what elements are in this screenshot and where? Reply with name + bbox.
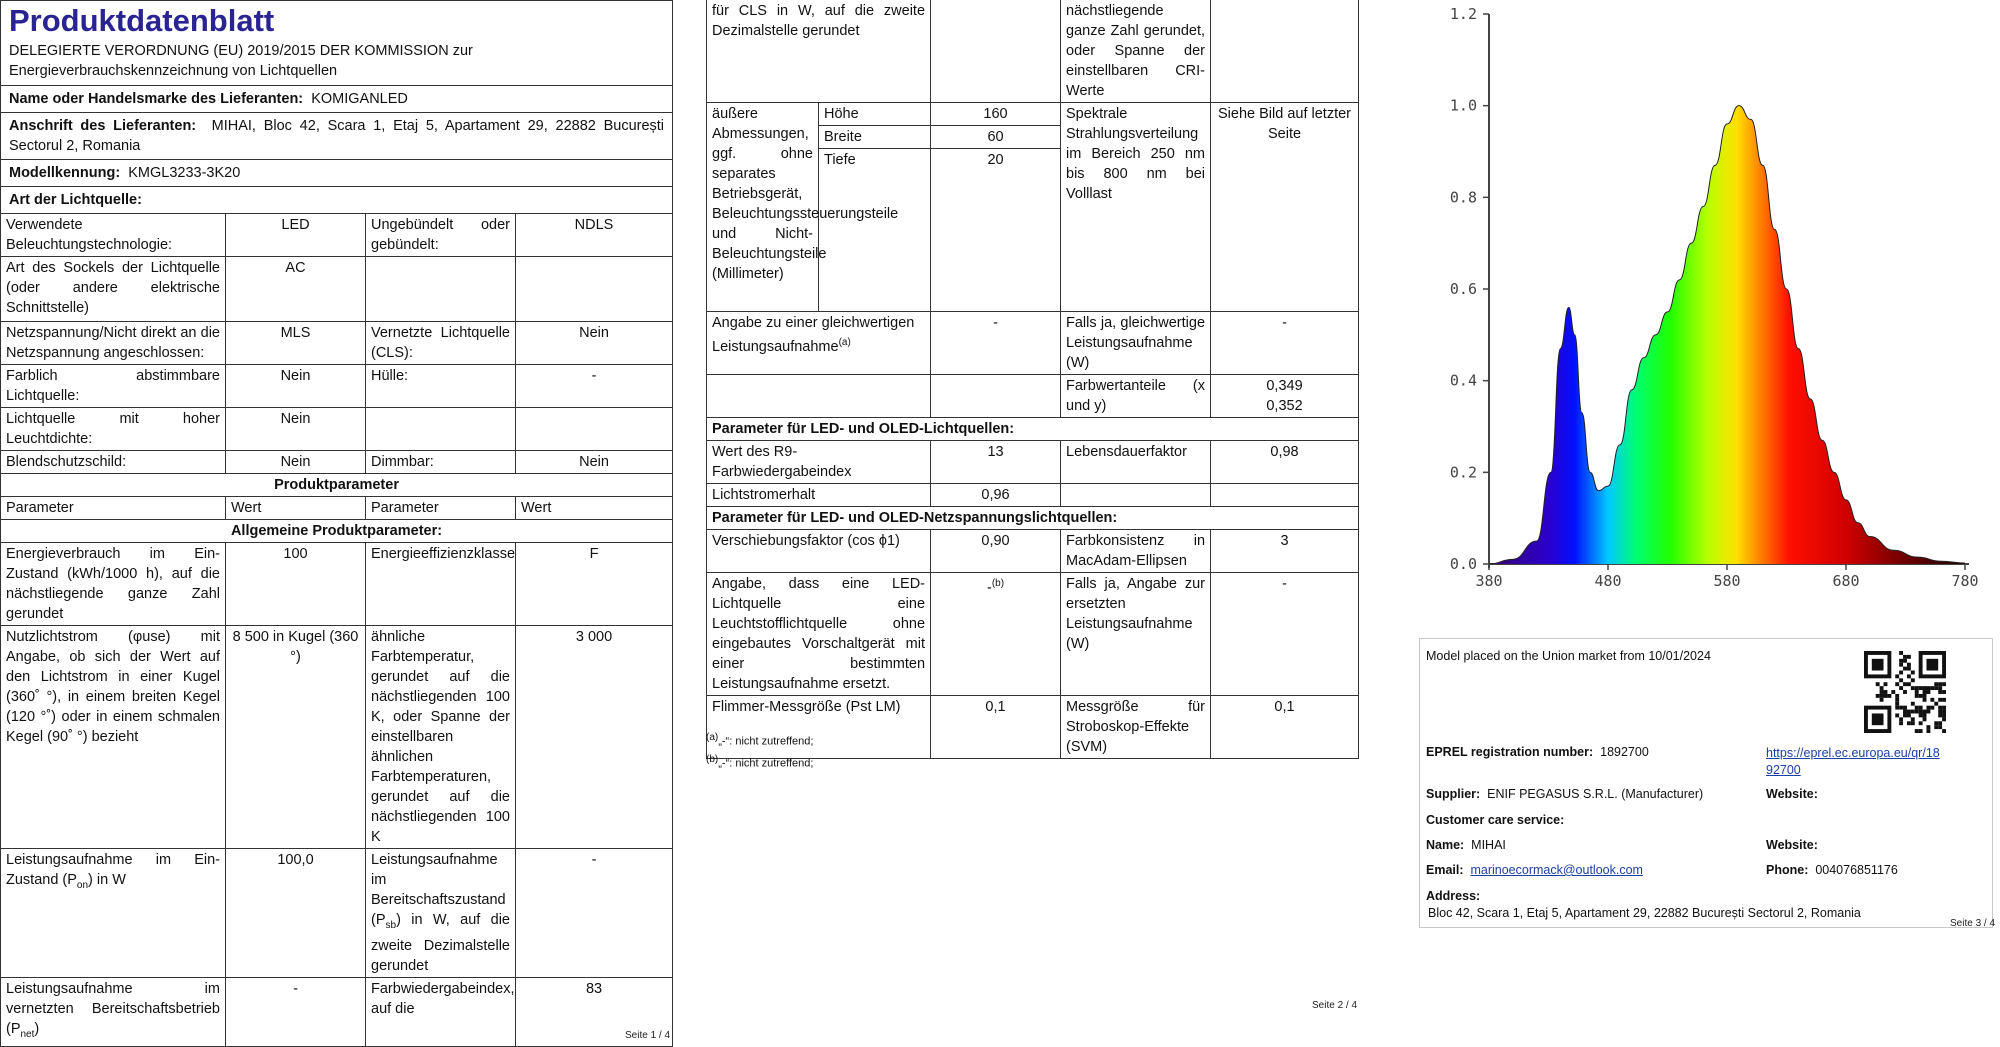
- consistency-label: Farbkonsistenz in MacAdam-Ellipsen: [1061, 530, 1211, 573]
- depth-value: 20: [931, 149, 1061, 312]
- high-luminance-value: Nein: [226, 408, 366, 451]
- spectral-distribution-chart: [1385, 0, 2000, 620]
- datasheet-page-2: [706, 0, 1364, 1027]
- glare-label: Blendschutzschild:: [1, 451, 226, 474]
- y-tick-label: 0.2: [1449, 463, 1477, 482]
- address-label: Address:: [1426, 889, 1481, 903]
- high-luminance-label: Lichtquelle mit hoher Leuchtdichte:: [1, 408, 226, 451]
- spd-value: Siehe Bild auf letzter Seite: [1211, 103, 1359, 312]
- general-params-heading: Allgemeine Produktparameter:: [230, 523, 443, 539]
- led-params-heading: Parameter für LED- und OLED-Lichtquellen:: [712, 421, 1015, 437]
- pnet-label: Leistungsaufnahme im vernetzten Bereitschaftsbetrieb $(P_{net})$: [1, 977, 226, 1046]
- spectrum-area: [1489, 106, 1965, 564]
- energy-label: Energieverbrauch im Ein-Zustand (kWh/1000 h), auf die nächstliegende ganze Zahl gerundet: [1, 543, 226, 626]
- pon-value: 100,0: [226, 849, 366, 978]
- y-tick-labels: [1450, 5, 1489, 573]
- model-value: KMGL3233-3K20: [128, 165, 241, 181]
- y-tick-label: 0.0: [1449, 555, 1477, 573]
- maintenance-label: Lichtstromerhalt: [707, 484, 931, 507]
- cct-value: 3 000: [516, 626, 673, 849]
- focus-label: Ungebündelt oder gebündelt:: [366, 214, 516, 257]
- equiv-w-value: -: [1211, 312, 1359, 375]
- energy-value: 100: [226, 543, 366, 626]
- pon-label: Leistungsaufnahme im Ein-Zustand $(P_{on})$ in W: [1, 849, 226, 978]
- color-tunable-value: Nein: [226, 365, 366, 408]
- care-name: Name: MIHAI: [1426, 838, 1506, 852]
- regulation-text: DELEGIERTE VERORDNUNG (EU) 2019/2015 DER KOMMISSION zur Energieverbrauchskennzeichnung von Lichtquellen: [9, 43, 473, 79]
- cct-label: ähnliche Farbtemperatur, gerundet auf die nächstliegenden 100 K, oder Spanne der einstellbaren ähnlichen Farbtemperaturen, gerundet auf die nächstliegenden 100 K: [366, 626, 516, 849]
- light-source-type-heading: Art der Lichtquelle:: [9, 192, 142, 208]
- x-tick-label: 380: [1475, 572, 1503, 590]
- dpf-label: Verschiebungsfaktor (cos ϕ1): [707, 530, 931, 573]
- customer-care-label: Customer care service:: [1426, 813, 1565, 827]
- cont-left-text: für CLS in W, auf die zweite Dezimalstelle gerundet: [707, 0, 931, 103]
- col-param-2: Parameter: [366, 497, 516, 520]
- y-tick-label: 0.4: [1449, 371, 1477, 390]
- focus-value: NDLS: [516, 214, 673, 257]
- survival-value: 0,98: [1211, 441, 1359, 484]
- mains-label: Netzspannung/Nicht direkt an die Netzspannung angeschlossen:: [1, 322, 226, 365]
- supplier: Supplier: ENIF PEGASUS S.R.L. (Manufacturer): [1426, 787, 1704, 801]
- depth-label: Tiefe: [819, 149, 931, 312]
- page-number-3: Seite 3 / 4: [1950, 918, 1996, 929]
- x-tick-label: 580: [1713, 572, 1741, 590]
- chromaticity-label: Farbwertanteile (x und y): [1061, 375, 1211, 418]
- dpf-value: 0,90: [931, 530, 1061, 573]
- website-label: Website:: [1766, 787, 1818, 801]
- ee-class-label: Energieeffizienzklasse: [366, 543, 516, 626]
- cont-right-text: nächstliegende ganze Zahl gerundet, oder Spanne der einstellbaren CRI-Werte: [1061, 0, 1211, 103]
- svm-label: Messgröße für Stroboskop-Effekte (SVM): [1061, 696, 1211, 759]
- x-tick-label: 680: [1832, 572, 1860, 590]
- supplier-address-value: MIHAI, Bloc 42, Scara 1, Etaj 5, Apartament 29, 22882 București Sectorul 2, Romania: [9, 118, 665, 154]
- address-value: Bloc 42, Scara 1, Etaj 5, Apartament 29, 22882 București Sectorul 2, Romania: [1428, 906, 1861, 920]
- eprel-link[interactable]: https://eprel.ec.europa.eu/qr/18 92700: [1766, 746, 1940, 777]
- qr-code-icon[interactable]: [1864, 651, 1946, 733]
- replace-label: Angabe, dass eine LED-Lichtquelle eine Leuchtstofflichtquelle ohne eingebautes Vorschaltgerät mit einer bestimmten Leistungsaufnahme ersetzt.: [707, 573, 931, 696]
- y-tick-label: 1.2: [1449, 5, 1477, 23]
- height-value: 160: [931, 103, 1061, 126]
- pnet-value: -: [226, 977, 366, 1046]
- r9-label: Wert des R9-Farbwiedergabeindex: [707, 441, 931, 484]
- psb-label: Leistungsaufnahme im Bereitschaftszustand $(P_{sb})$ in W, auf die zweite Dezimalstelle gerundet: [366, 849, 516, 978]
- placed-on-market: Model placed on the Union market from 10/01/2024: [1426, 649, 1711, 663]
- y-tick-label: 0.6: [1449, 280, 1477, 298]
- flux-value: 8 500 in Kugel (360 °): [226, 626, 366, 849]
- supplier-address-label: Anschrift des Lieferanten:: [9, 118, 197, 134]
- dimensions-label: äußere Abmessungen, ggf. ohne separates Betriebsgerät, Beleuchtungssteuerungsteile und Nicht-Beleuchtungsteile (Millimeter): [707, 103, 819, 312]
- envelope-value: -: [516, 365, 673, 408]
- envelope-label: Hülle:: [366, 365, 516, 408]
- width-label: Breite: [819, 126, 931, 149]
- r9-value: 13: [931, 441, 1061, 484]
- mains-value: MLS: [226, 322, 366, 365]
- cri-value: 83: [516, 977, 673, 1046]
- glare-value: Nein: [226, 451, 366, 474]
- eprel-registration: EPREL registration number: 1892700: [1426, 745, 1649, 759]
- maintenance-value: 0,96: [931, 484, 1061, 507]
- page-title: Produktdatenblatt: [9, 3, 275, 38]
- supplier-name-label: Name oder Handelsmarke des Lieferanten:: [9, 91, 304, 107]
- footnote-a: $^{(a)}$„-“: nicht zutreffend;: [706, 732, 814, 748]
- y-tick-label: 0.8: [1449, 188, 1477, 207]
- equiv-label: Angabe zu einer gleichwertigen Leistungsaufnahme$^{(a)}$: [707, 312, 931, 375]
- col-value-1: Wert: [226, 497, 366, 520]
- replace-w-value: -: [1211, 573, 1359, 696]
- cls-label: Vernetzte Lichtquelle (CLS):: [366, 322, 516, 365]
- dimmable-label: Dimmbar:: [366, 451, 516, 474]
- replace-value: -$^{(b)}$: [931, 573, 1061, 696]
- tech-value: LED: [226, 214, 366, 257]
- datasheet-page-1: [0, 0, 675, 1041]
- equiv-w-label: Falls ja, gleichwertige Leistungsaufnahme (W): [1061, 312, 1211, 375]
- consistency-value: 3: [1211, 530, 1359, 573]
- datasheet-table-2: [706, 0, 1359, 759]
- care-email: Email: marinoecormack@outlook.com: [1426, 863, 1643, 877]
- socket-label: Art des Sockels der Lichtquelle (oder andere elektrische Schnittstelle): [1, 257, 226, 322]
- psb-value: -: [516, 849, 673, 978]
- website2-label: Website:: [1766, 838, 1818, 852]
- datasheet-table-1: [0, 0, 673, 1047]
- care-phone: Phone: 004076851176: [1766, 863, 1898, 877]
- tech-label: Verwendete Beleuchtungstechnologie:: [1, 214, 226, 257]
- cls-value: Nein: [516, 322, 673, 365]
- eprel-box: [1419, 638, 1996, 929]
- dimmable-value: Nein: [516, 451, 673, 474]
- survival-label: Lebensdauerfaktor: [1061, 441, 1211, 484]
- x-tick-label: 480: [1594, 572, 1622, 590]
- flicker-label: Flimmer-Messgröße (Pst LM): [707, 696, 931, 759]
- flicker-value: 0,1: [931, 696, 1061, 759]
- color-tunable-label: Farblich abstimmbare Lichtquelle:: [1, 365, 226, 408]
- mains-params-heading: Parameter für LED- und OLED-Netzspannungslichtquellen:: [712, 510, 1118, 526]
- y-tick-label: 1.0: [1449, 96, 1477, 115]
- datasheet-page-3: [1385, 0, 2000, 1027]
- svm-value: 0,1: [1211, 696, 1359, 759]
- col-value-2: Wert: [516, 497, 673, 520]
- equiv-value: -: [931, 312, 1061, 375]
- chromaticity-values: 0,349 0,352: [1211, 375, 1359, 418]
- footnote-b: $^{(b)}$„-“: nicht zutreffend;: [706, 754, 814, 770]
- cri-label: Farbwiedergabeindex, auf die: [366, 977, 516, 1046]
- socket-value: AC: [226, 257, 366, 322]
- page-number-1: Seite 1 / 4: [625, 1030, 671, 1041]
- replace-w-label: Falls ja, Angabe zur ersetzten Leistungsaufnahme (W): [1061, 573, 1211, 696]
- product-params-heading: Produktparameter: [274, 477, 399, 493]
- spd-label: Spektrale Strahlungsverteilung im Bereich 250 nm bis 800 nm bei Volllast: [1061, 103, 1211, 312]
- x-tick-labels: [1475, 564, 1978, 590]
- supplier-name-value: KOMIGANLED: [311, 91, 408, 107]
- email-link[interactable]: marinoecormack@outlook.com: [1470, 863, 1643, 877]
- model-label: Modellkennung:: [9, 165, 121, 181]
- page-number-2: Seite 2 / 4: [1312, 1000, 1358, 1011]
- ee-class-value: F: [516, 543, 673, 626]
- height-label: Höhe: [819, 103, 931, 126]
- col-param-1: Parameter: [1, 497, 226, 520]
- x-tick-label: 780: [1951, 572, 1979, 590]
- flux-label: Nutzlichtstrom (φuse) mit Angabe, ob sich der Wert auf den Lichtstrom in einer Kugel (360˚ °), in einem breiten Kegel (120 °˚) oder in einem schmalen Kegel (90˚ °) bezieht: [1, 626, 226, 849]
- width-value: 60: [931, 126, 1061, 149]
